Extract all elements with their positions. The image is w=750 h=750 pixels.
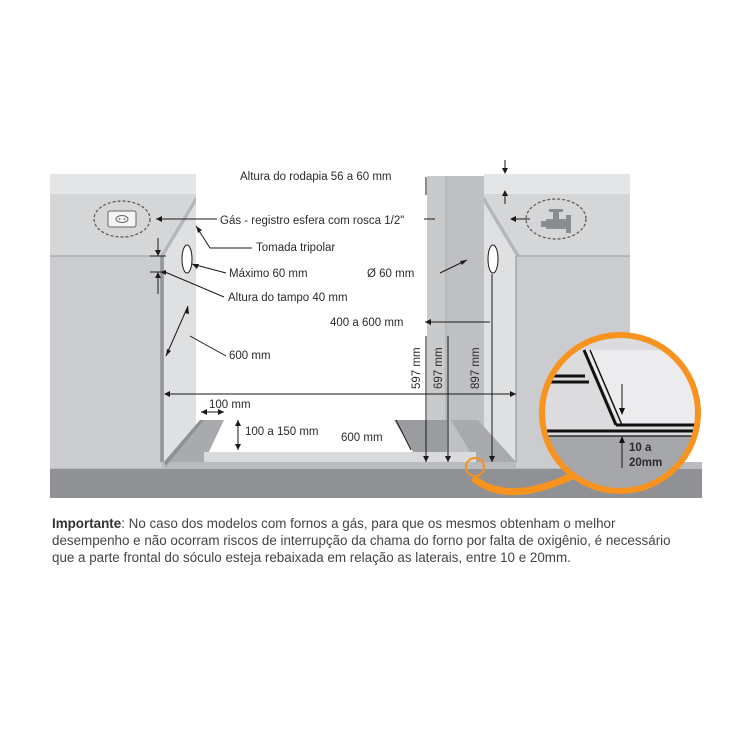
detail-label-line1: 10 a: [629, 442, 652, 454]
label-897: 897 mm: [470, 347, 482, 389]
label-outlet: Tomada tripolar: [256, 242, 336, 254]
label-height-100-150: 100 a 150 mm: [245, 426, 319, 438]
label-width-600: 600 mm: [341, 432, 383, 444]
left-side-hole: [182, 245, 192, 273]
note-text: : No caso dos modelos com fornos a gás, para que os mesmos obtenham o melhor desempenho e não ocorram riscos de interrupção da chama do forno por falta de oxigênio, é necessário que a parte frontal do sóculo esteja rebaixada em relação as laterais, entre 10 e 20mm.: [52, 516, 671, 566]
outlet-icon: [108, 211, 136, 227]
right-side-hole: [488, 245, 498, 273]
label-597: 597 mm: [411, 347, 423, 389]
front-plinth: [204, 452, 476, 462]
label-697: 697 mm: [433, 347, 445, 389]
note-title: Importante: [52, 516, 122, 531]
label-baseboard-height: Altura do rodapia 56 a 60 mm: [240, 171, 392, 183]
label-gas: Gás - registro esfera com rosca 1/2": [220, 215, 405, 227]
label-countertop-height: Altura do tampo 40 mm: [228, 292, 348, 304]
important-note: [52, 515, 672, 567]
center-column: [427, 176, 484, 462]
label-depth: 600 mm: [229, 350, 271, 362]
label-width-100: 100 mm: [209, 399, 251, 411]
label-max: Máximo 60 mm: [229, 268, 308, 280]
label-range-height: 400 a 600 mm: [330, 317, 404, 329]
detail-label-line2: 20mm: [629, 457, 663, 469]
label-diameter: Ø 60 mm: [367, 268, 415, 280]
